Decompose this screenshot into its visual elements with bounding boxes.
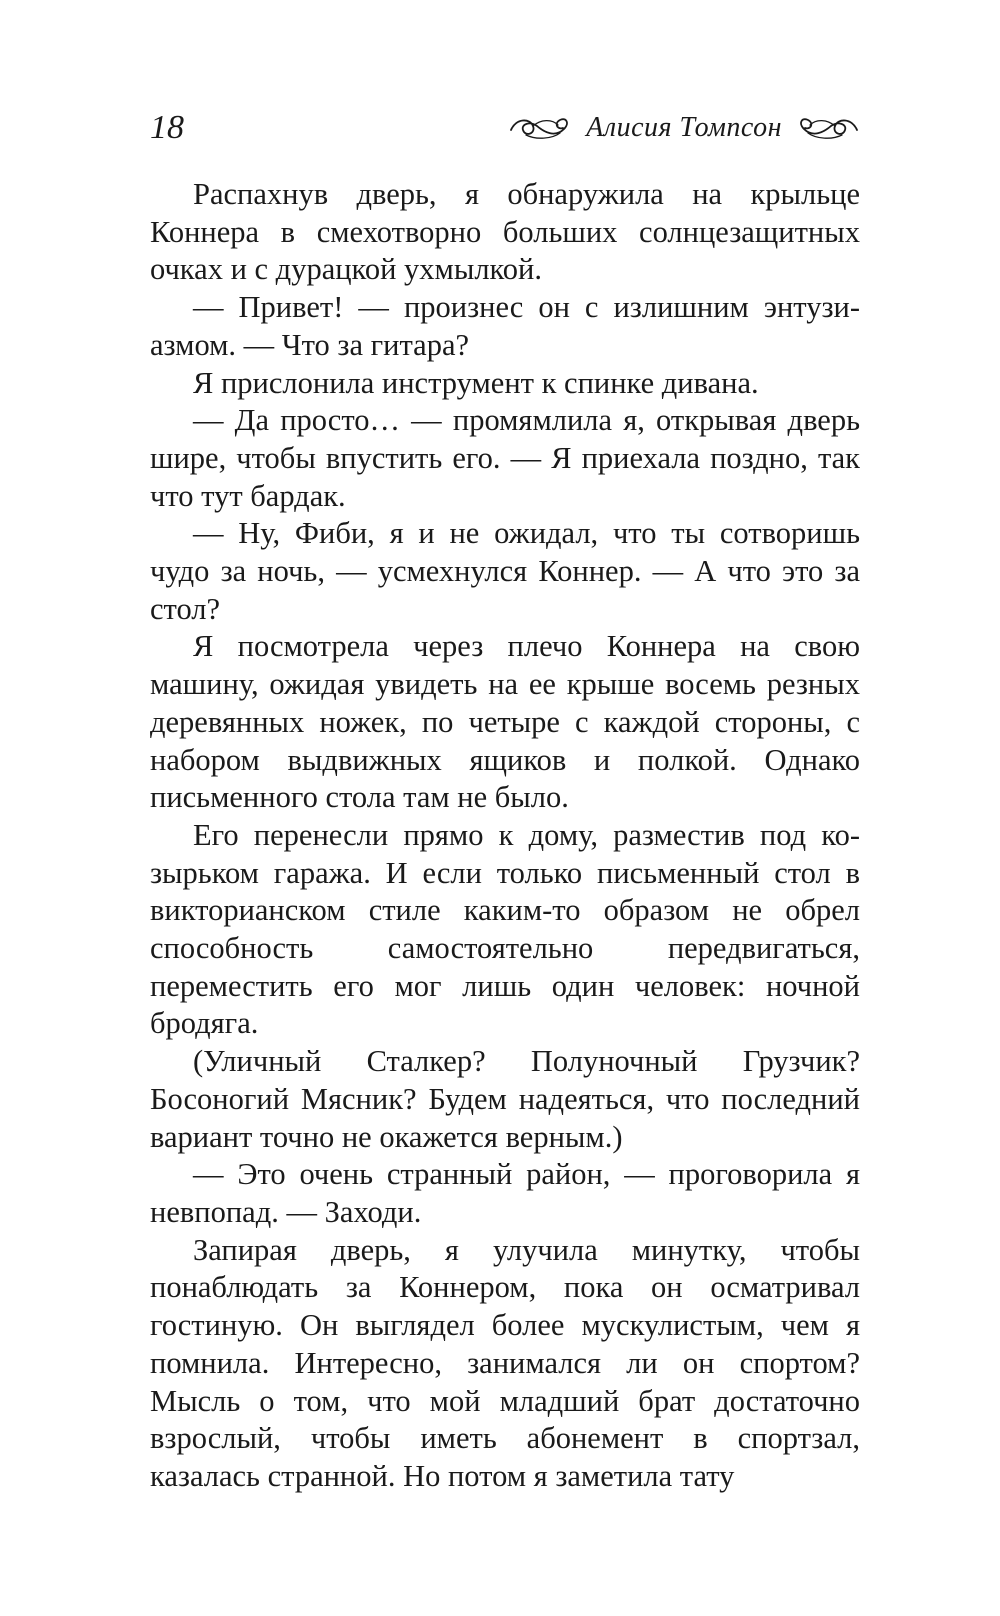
paragraph: — Это очень странный район, — проговорила я невпопад. — Заходи. <box>150 1157 860 1229</box>
paragraph: Я прислонила инструмент к спинке дивана. <box>193 365 759 400</box>
paragraph: (Уличный Сталкер? Полуночный Грузчик? Босоногий Мясник? Будем надеяться, что последний вариант точно не окажется верным.) <box>150 1044 860 1154</box>
running-header <box>150 108 860 152</box>
flourish-ornament-icon <box>794 113 860 143</box>
page-number: 18 <box>150 109 184 146</box>
paragraph: Распахнув дверь, я обнаружила на крыльце Коннера в смехотворно больших солнцезащитных очках и с дурацкой ухмылкой. <box>150 177 860 287</box>
paragraph: — Ну, Фиби, я и не ожидал, что ты сотворишь чудо за ночь, — усмехнулся Коннер. — А что это за стол? <box>150 516 860 626</box>
author-name: Алисия Томпсон <box>586 112 782 143</box>
flourish-ornament-icon <box>508 113 574 143</box>
paragraph: Его перенесли прямо к дому, разместив под козырьком гаража. И если только письменный стол в викторианском стиле каким-то образом не обрел способность самостоятельно передвигаться, переместить его мог лишь один человек: ночной бродяга. <box>150 817 860 1041</box>
author-header <box>508 110 860 146</box>
paragraph: — Да просто… — промямлила я, открывая дверь шире, чтобы впустить его. — Я приехала поздно, так что тут бардак. <box>150 403 860 513</box>
paragraph: — Привет! — произнес он с излишним энтузиазмом. — Что за гитара? <box>150 290 860 362</box>
body-text <box>150 176 860 1496</box>
paragraph: Запирая дверь, я улучила минутку, чтобы понаблюдать за Коннером, пока он осматривал гостиную. Он выглядел более мускулистым, чем я помнила. Интересно, занимался ли он спортом? Мысль о том, что мой младший брат достаточно взрослый, чтобы иметь абонемент в спортзал, казалась странной. Но потом я заметила тату <box>150 1232 860 1493</box>
paragraph: Я посмотрела через плечо Коннера на свою машину, ожидая увидеть на ее крыше восемь резных деревянных ножек, по четыре с каждой стороны, с набором выдвижных ящиков и полкой. Однако письменного стола там не было. <box>150 629 860 815</box>
